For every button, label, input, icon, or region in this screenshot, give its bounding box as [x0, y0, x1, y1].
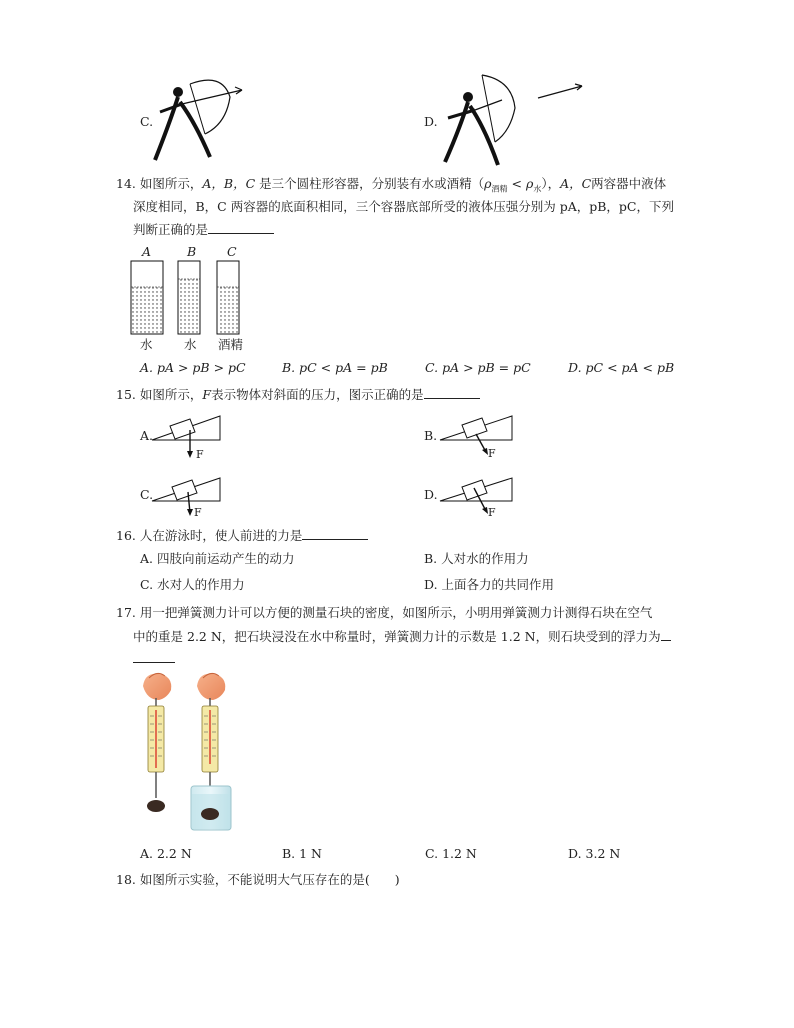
q16-option-a[interactable]: A. 四肢向前运动产生的动力: [140, 551, 295, 566]
q17-option-c[interactable]: C. 1.2 N: [425, 846, 477, 861]
q14-sub: 酒精: [491, 184, 508, 194]
q17-text: ，把石块浸没在水中称量时，弹簧测力计的示数是: [221, 629, 497, 644]
q15-number: 15.: [116, 387, 136, 402]
q17-text: 中的重是: [133, 629, 184, 644]
q15-incline-c-figure: [152, 470, 232, 525]
q14-liquid-label-c: 酒精: [218, 337, 244, 352]
q17-option-a[interactable]: A. 2.2 N: [140, 846, 192, 861]
q14-rho: < ρ: [507, 176, 534, 191]
q14-liquid-label-a: 水: [140, 337, 153, 352]
q16-option-b[interactable]: B. 人对水的作用力: [424, 551, 529, 566]
q15-text: 表示物体对斜面的压力，图示正确的是: [211, 387, 424, 402]
q14-option-c[interactable]: C. pA > pB = pC: [425, 360, 531, 375]
answer-blank: [424, 386, 480, 399]
q17-text: ，则石块受到的浮力为: [535, 629, 661, 644]
q15-var-f: F: [202, 387, 212, 402]
q14-text: 如图所示，: [139, 176, 203, 191]
q14-text: ），: [541, 176, 561, 191]
q14-option-d[interactable]: D. pC < pA < pB: [568, 360, 675, 375]
q15-option-b-label[interactable]: B.: [424, 428, 438, 443]
q15-force-label-c: F: [194, 506, 202, 519]
q14-line-3: [133, 221, 274, 238]
q14-containers-figure: [128, 259, 258, 339]
answer-blank-continued: [133, 662, 175, 663]
q15-incline-d-figure: [440, 470, 520, 525]
q14-container-label-a: A: [142, 244, 152, 259]
q15-line-1: [116, 386, 480, 403]
answer-blank: [302, 527, 368, 540]
q16-text: 人在游泳时，使人前进的力是: [139, 528, 303, 543]
q14-text: 判断正确的是: [133, 222, 209, 237]
q13-option-c-label: C.: [140, 114, 154, 129]
q15-text: 如图所示，: [139, 387, 203, 402]
q15-force-label-d: F: [488, 506, 496, 519]
q14-container-label-b: B: [187, 244, 197, 259]
q17-line-1: [116, 605, 652, 621]
q16-number: 16.: [116, 528, 136, 543]
q14-line-1: [116, 176, 666, 198]
q17-value: 1.2 N: [500, 629, 536, 644]
q14-option-a[interactable]: A. pA > pB > pC: [140, 360, 246, 375]
answer-blank: [208, 221, 274, 234]
q17-number: 17.: [116, 605, 136, 620]
q17-text: 用一把弹簧测力计可以方便的测量石块的密度，如图所示，小明用弹簧测力计测得石块在空气: [139, 605, 653, 620]
q15-option-d-label[interactable]: D.: [424, 487, 438, 502]
q14-vars: A，B，C: [202, 176, 256, 191]
q14-text: 两容器中液体: [591, 176, 667, 191]
q17-value: 2.2 N: [187, 629, 222, 644]
q15-option-c-label[interactable]: C.: [140, 487, 154, 502]
q14-vars: A，C: [560, 176, 592, 191]
q15-force-label-a: F: [196, 448, 204, 461]
q15-option-a-label[interactable]: A.: [140, 428, 154, 443]
q13-archer-d-figure: [440, 70, 600, 170]
q18-text: 如图所示实验，不能说明大气压存在的是( ): [139, 872, 400, 887]
q17-option-b[interactable]: B. 1 N: [282, 846, 322, 861]
q18-line-1: [116, 872, 400, 888]
q14-liquid-label-b: 水: [184, 337, 197, 352]
q16-option-d[interactable]: D. 上面各力的共同作用: [424, 577, 555, 592]
q17-option-d[interactable]: D. 3.2 N: [568, 846, 621, 861]
q16-line-1: [116, 527, 368, 544]
q17-line-2: [133, 628, 671, 645]
q14-sub: 水: [533, 184, 542, 194]
q14-container-label-c: C: [227, 244, 237, 259]
q14-option-b[interactable]: B. pC < pA = pB: [282, 360, 388, 375]
q14-number: 14.: [116, 176, 136, 191]
spring-scale-photo: [135, 668, 245, 838]
q15-incline-a-figure: [152, 408, 232, 463]
q15-force-label-b: F: [488, 447, 496, 460]
q16-option-c[interactable]: C. 水对人的作用力: [140, 577, 245, 592]
q18-number: 18.: [116, 872, 136, 887]
q13-archer-c-figure: [150, 72, 270, 167]
q13-option-d-label: D.: [424, 114, 438, 129]
q15-incline-b-figure: [440, 408, 520, 463]
q14-rho: ρ: [484, 176, 492, 191]
answer-blank: [661, 628, 671, 641]
q14-text: 是三个圆柱形容器，分别装有水或酒精（: [259, 176, 485, 191]
q14-line-2: 深度相同，B，C 两容器的底面积相同，三个容器底部所受的液体压强分别为 pA，pB，pC，下列: [133, 199, 674, 214]
